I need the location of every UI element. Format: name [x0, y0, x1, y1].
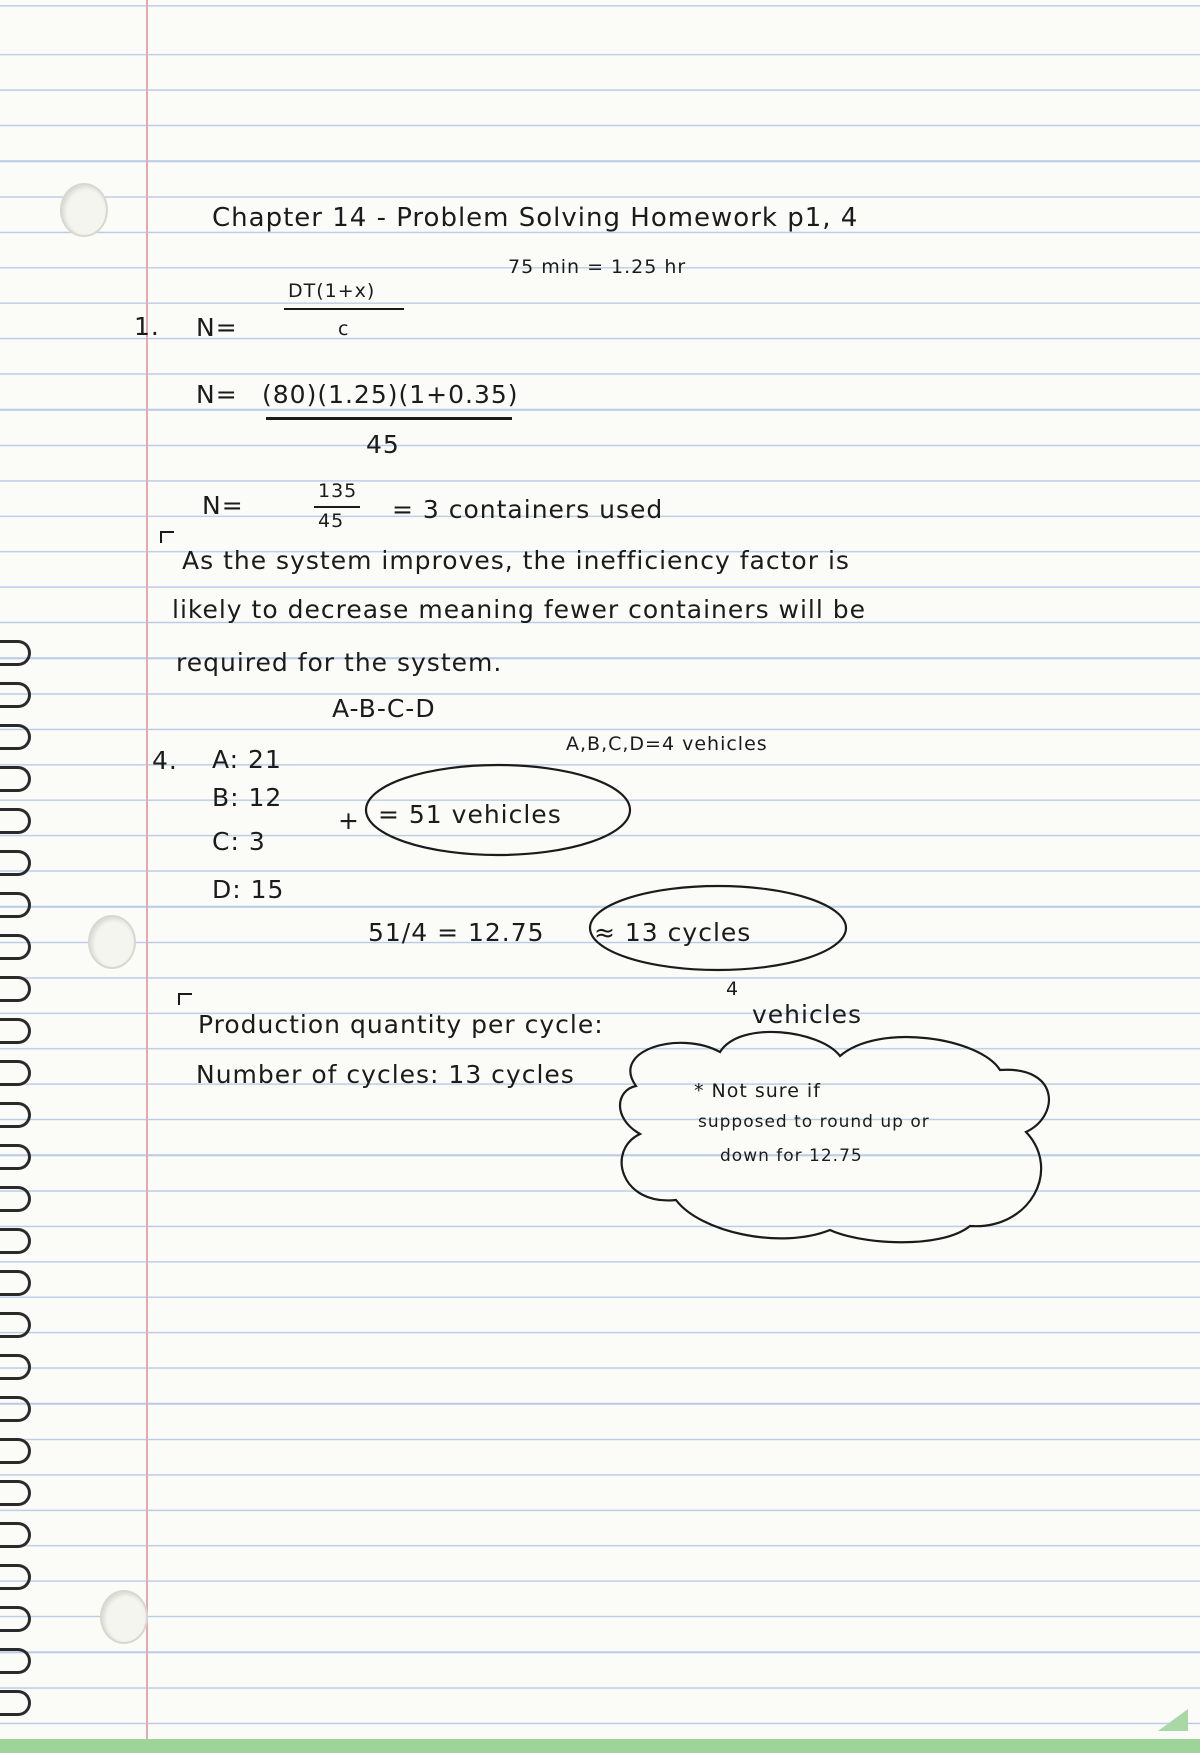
substitution-numerator: (80)(1.25)(1+0.35) [262, 380, 519, 409]
production-quantity-unit: vehicles [752, 1000, 863, 1029]
result-denominator: 45 [318, 510, 345, 532]
page-corner-mark [1158, 1709, 1188, 1731]
formula-lhs: N= [196, 313, 238, 342]
total-circle [366, 765, 630, 855]
time-conversion: 75 min = 1.25 hr [508, 256, 687, 278]
cycles-circle [590, 886, 846, 970]
explanation-line-1: As the system improves, the inefficiency factor is [182, 546, 850, 575]
substitution-denominator: 45 [366, 430, 400, 459]
formula-numerator: DT(1+x) [288, 280, 376, 302]
item-d: D: 15 [212, 875, 285, 904]
note-cloud [620, 1032, 1049, 1242]
problem-4-number: 4. [152, 746, 178, 775]
item-c: C: 3 [212, 827, 266, 856]
explanation-line-2: likely to decrease meaning fewer containers will be [172, 595, 867, 624]
result-lhs: N= [202, 491, 244, 520]
note-line-3: down for 12.75 [720, 1146, 863, 1166]
problem-1-number: 1. [134, 312, 160, 341]
production-quantity-label: Production quantity per cycle: [198, 1010, 604, 1039]
result-text: = 3 containers used [392, 495, 664, 524]
rounded-cycles: ≈ 13 cycles [594, 918, 752, 947]
production-quantity-value: 4 [726, 978, 740, 1000]
note-line-2: supposed to round up or [698, 1112, 930, 1132]
plus-sign: + [338, 806, 360, 835]
formula-denominator: c [338, 318, 350, 340]
sequence-label: A-B-C-D [332, 694, 436, 723]
bottom-edge-strip [0, 1739, 1200, 1753]
substitution-lhs: N= [196, 380, 238, 409]
item-b: B: 12 [212, 783, 283, 812]
total-vehicles: = 51 vehicles [378, 800, 562, 829]
vehicles-per-cycle-note: A,B,C,D=4 vehicles [566, 733, 768, 755]
note-line-1: * Not sure if [694, 1080, 821, 1102]
explanation-line-3: required for the system. [176, 648, 503, 677]
number-of-cycles: Number of cycles: 13 cycles [196, 1060, 575, 1089]
item-a: A: 21 [212, 745, 282, 774]
result-numerator: 135 [318, 480, 358, 502]
page-title: Chapter 14 - Problem Solving Homework p1, 4 [212, 203, 859, 233]
division: 51/4 = 12.75 [368, 918, 545, 947]
